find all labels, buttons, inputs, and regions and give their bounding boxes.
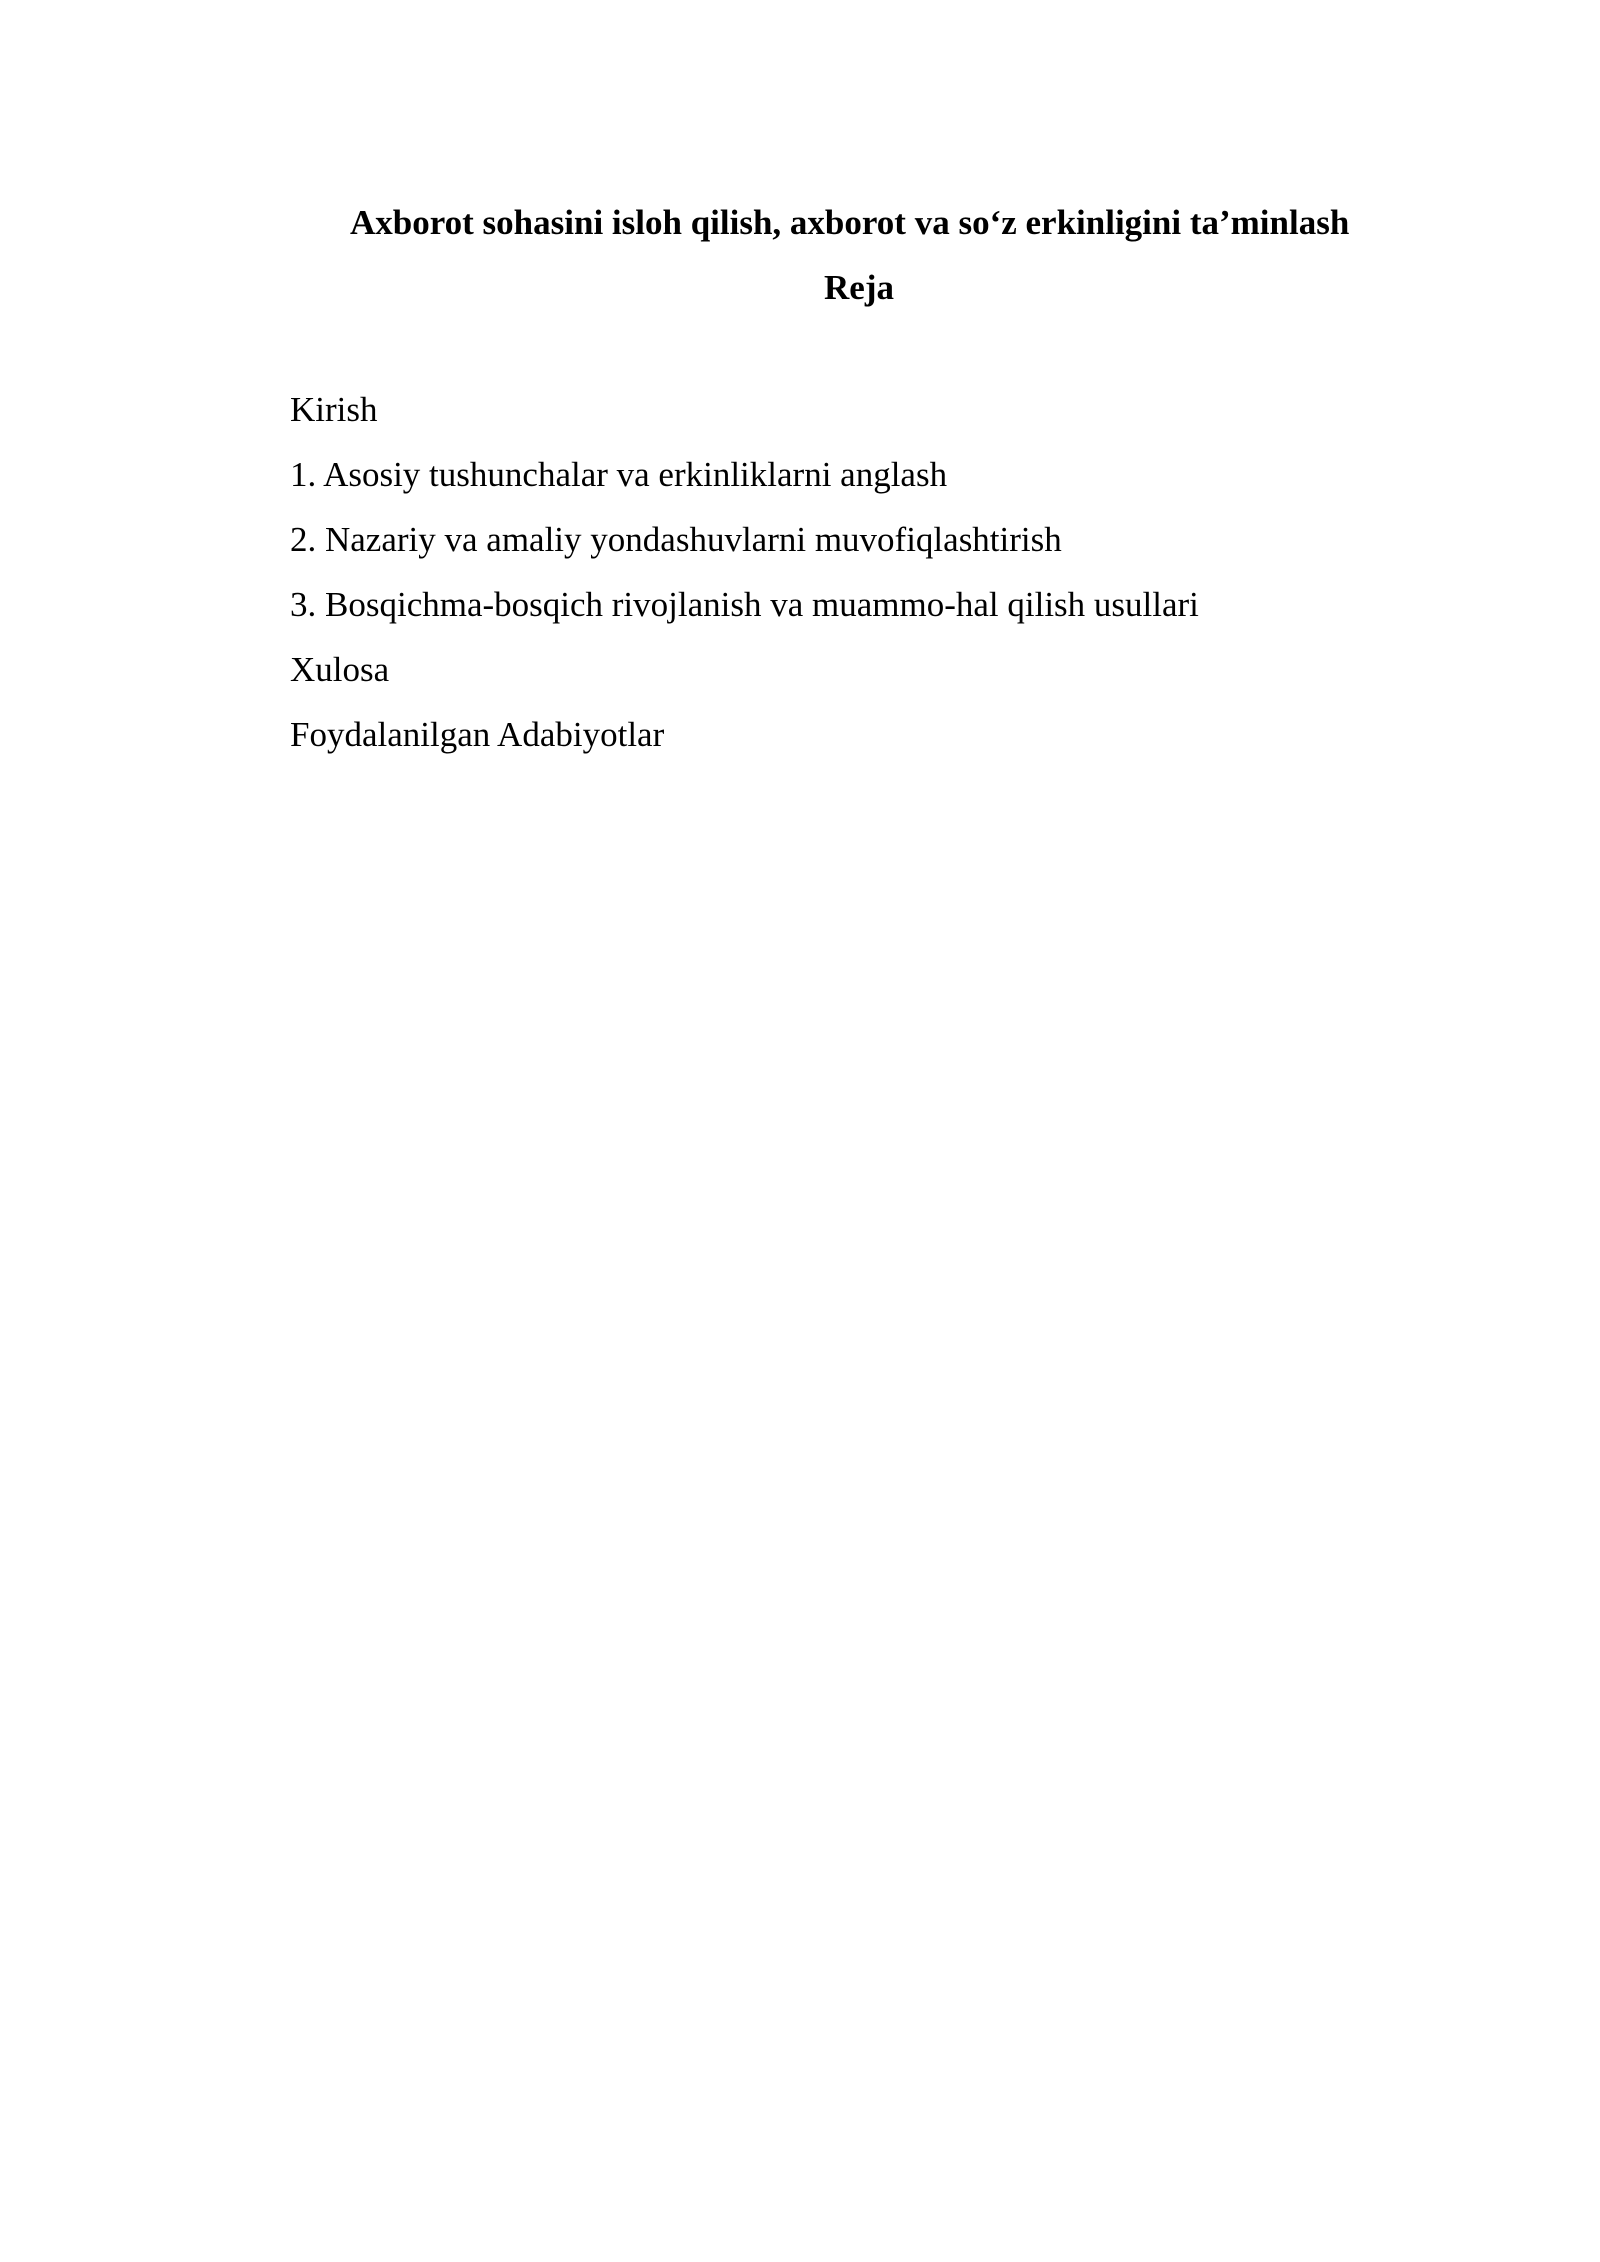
plan-heading: Reja [824, 268, 894, 307]
plan-list [290, 377, 1199, 767]
plan-item-introduction: Kirish [290, 390, 378, 429]
plan-item-3: 3. Bosqichma-bosqich rivojlanish va muammo-hal qilish usullari [290, 585, 1199, 624]
plan-item-1: 1. Asosiy tushunchalar va erkinliklarni anglash [290, 455, 948, 494]
document-title: Axborot sohasini isloh qilish, axborot va so‘z erkinligini ta’minlash [350, 203, 1350, 242]
plan-item-conclusion: Xulosa [290, 650, 390, 689]
plan-item-references: Foydalanilgan Adabiyotlar [290, 715, 665, 754]
plan-item-2: 2. Nazariy va amaliy yondashuvlarni muvofiqlashtirish [290, 520, 1062, 559]
